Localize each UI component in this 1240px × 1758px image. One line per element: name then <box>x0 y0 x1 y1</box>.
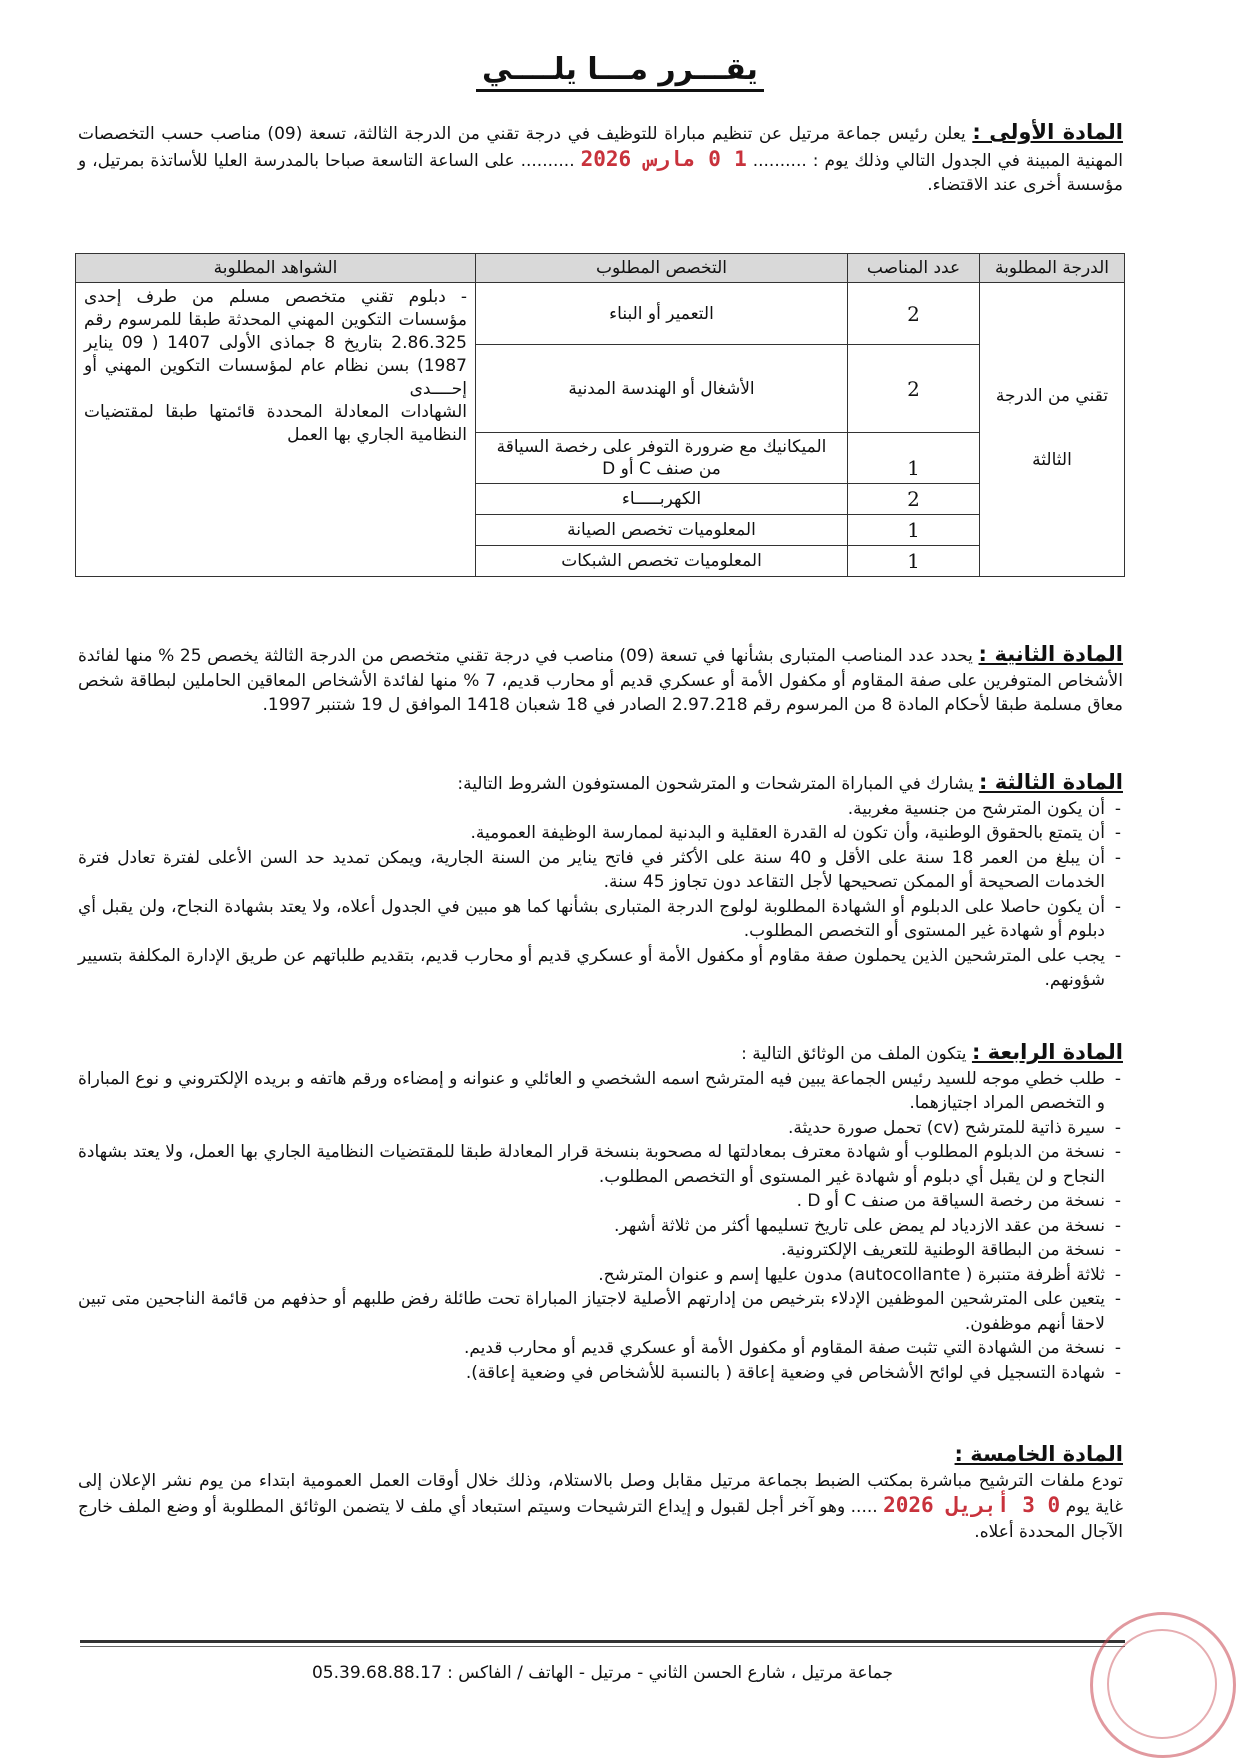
list-item: - أن يبلغ من العمر 18 سنة على الأقل و 40 سنة على الأكثر في فاتح يناير من السنة الجارية، ويمكن تمديد حد السن الأعلى لفترة تعادل فترة الخدمات الصحيحة أو الممكن تصحيحها لأجل التقاعد دون تجاوز 45 سنة. <box>78 846 1123 895</box>
article-2 <box>78 642 1123 718</box>
header-count: عدد المناصب <box>848 254 980 283</box>
specialty-cell: الكهربـــــاء <box>476 484 848 515</box>
list-item: - يجب على المترشحين الذين يحملون صفة مقاوم أو مكفول الأمة أو عسكري قديم أو محارب قديم، بتقديم طلباتهم عن طريق الإدارة المكلفة بتسيير شؤونهم. <box>78 944 1123 993</box>
article-1-heading: المادة الأولى : <box>972 120 1124 144</box>
list-item: - شهادة التسجيل في لوائح الأشخاص في وضعية إعاقة ( بالنسبة للأشخاص في وضعية إعاقة). <box>78 1361 1123 1386</box>
certificates-cell <box>76 283 476 577</box>
list-item: - نسخة من الشهادة التي تثبت صفة المقاوم أو مكفول الأمة أو عسكري قديم أو محارب قديم. <box>78 1336 1123 1361</box>
header-grade: الدرجة المطلوبة <box>980 254 1125 283</box>
header-certificates: الشواهد المطلوبة <box>76 254 476 283</box>
count-cell: 1 <box>848 515 980 546</box>
specialty-cell: المعلوميات تخصص الصيانة <box>476 515 848 546</box>
list-item: - أن يكون المترشح من جنسية مغربية. <box>78 797 1123 822</box>
list-item: - طلب خطي موجه للسيد رئيس الجماعة يبين فيه المترشح اسمه الشخصي و العائلي و عنوانه و إمضاءه ورقم هاتفه و بريده الإلكتروني و نوع المباراة و التخصص المراد اجتيازهما. <box>78 1067 1123 1116</box>
specialty-cell: التعمير أو البناء <box>476 283 848 345</box>
count-cell: 1 <box>848 433 980 484</box>
table-row <box>76 283 1125 345</box>
footer-divider-thin <box>80 1646 1125 1647</box>
article-3-intro: يشارك في المباراة المترشحات و المترشحون المستوفون الشروط التالية: <box>457 774 974 794</box>
list-item: - أن يكون حاصلا على الدبلوم أو الشهادة المطلوبة لولوج الدرجة المتبارى بشأنها كما هو مبين في الجدول أعلاه، ولا يعتد بشهادة النجاح، ولن يقبل أي دبلوم أو شهادة غير المستوى أو التخصص المطلوب. <box>78 895 1123 944</box>
article-2-text: يحدد عدد المناصب المتبارى بشأنها في تسعة (09) مناصب في درجة تقني متخصص من الدرجة الثالثة يخصص 25 % منها لفائدة الأشخاص المتوفرين على صفة المقاوم أو مكفول الأمة أو عسكري قديم أو محارب قديم، 7 % منها لفائدة الأشخاص المعاقين الحاملين لبطاقة شخص معاق مسلمة طبقا لأحكام المادة 8 من المرسوم رقم 2.97.218 الصادر في 18 شعبان 1418 الموافق ل 19 شتنبر 1997. <box>78 646 1123 715</box>
count-cell: 2 <box>848 484 980 515</box>
table-header-row <box>76 254 1125 283</box>
specialty-cell: الأشغال أو الهندسة المدنية <box>476 345 848 433</box>
list-item: - نسخة من البطاقة الوطنية للتعريف الإلكترونية. <box>78 1238 1123 1263</box>
article-5-text-b: ..... وهو آخر أجل لقبول و إيداع الترشيحات وسيتم استبعاد أي ملف لا يتضمن الوثائق المطلوبة أو وضع الملف خارج الآجال المحددة أعلاه. <box>78 1497 1123 1542</box>
seal-inner-ring <box>1107 1629 1217 1739</box>
count-cell: 1 <box>848 546 980 577</box>
article-2-heading: المادة الثانية : <box>978 642 1124 666</box>
list-item: - ثلاثة أظرفة متنبرة ( autocollante) مدون عليها إسم و عنوان المترشح. <box>78 1263 1123 1288</box>
article-5-heading: المادة الخامسة : <box>954 1442 1123 1466</box>
date-stamp-deadline: 0 3 أبريل 2026 <box>883 1493 1061 1517</box>
article-1-text-b: على الساعة التاسعة صباحا بالمدرسة العليا للأساتذة بمرتيل، و مؤسسة أخرى عند الاقتضاء. <box>78 150 1123 195</box>
article-3 <box>78 770 1123 993</box>
grade-cell: تقني من الدرجة الثالثة <box>980 283 1125 577</box>
page-title: يقـــرر مـــا يلــــي <box>0 52 1240 87</box>
article-3-heading: المادة الثالثة : <box>979 770 1123 794</box>
list-item: - يتعين على المترشحين الموظفين الإدلاء بترخيص من إدارتهم الأصلية لاجتياز المباراة تحت طائلة رفض طلبهم أو حذفهم من قائمة الناجحين متى تبين لاحقا أنهم موظفون. <box>78 1287 1123 1336</box>
positions-table <box>75 253 1125 577</box>
article-4-intro: يتكون الملف من الوثائق التالية : <box>741 1044 967 1064</box>
documents-list <box>78 1067 1123 1386</box>
header-specialty: التخصص المطلوب <box>476 254 848 283</box>
footer-divider <box>80 1640 1125 1643</box>
list-item: - سيرة ذاتية للمترشح (cv) تحمل صورة حديثة. <box>78 1116 1123 1141</box>
official-seal-icon <box>1090 1612 1236 1758</box>
article-1-text-a: يعلن رئيس جماعة مرتيل عن تنظيم مباراة للتوظيف في درجة تقني من الدرجة الثالثة، تسعة (09) مناصب حسب التخصصات المهنية المبينة في الجدول التالي وذلك يوم : <box>78 124 1124 171</box>
footer-address: جماعة مرتيل ، شارع الحسن الثاني - مرتيل - الهاتف / الفاكس : 05.39.68.88.17 <box>311 1663 894 1683</box>
specialty-cell: المعلوميات تخصص الشبكات <box>476 546 848 577</box>
conditions-list <box>78 797 1123 993</box>
article-5-text-a: تودع ملفات الترشيح مباشرة بمكتب الضبط بجماعة مرتيل مقابل وصل بالاستلام، وذلك خلال أوقات العمل العمومية ابتداء من يوم نشر الإعلان إلى غاية يوم <box>78 1470 1123 1517</box>
article-4 <box>78 1040 1123 1385</box>
list-item: - نسخة من رخصة السياقة من صنف C أو D . <box>78 1189 1123 1214</box>
list-item: - أن يتمتع بالحقوق الوطنية، وأن تكون له القدرة العقلية و البدنية لممارسة الوظيفة العمومية. <box>78 821 1123 846</box>
specialty-cell: الميكانيك مع ضرورة التوفر على رخصة السياقة من صنف C أو D <box>476 433 848 484</box>
date-stamp-exam: 1 0 مارس 2026 <box>580 146 747 171</box>
certificates-text-1: - دبلوم تقني متخصص مسلم من طرف إحدى مؤسسات التكوين المهني المحدثة طبقا للمرسوم رقم 2.86.325 بتاريخ 8 جماذى الأولى 1407 ( 09 يناير 1987) بسن نظام عام لمؤسسات التكوين المهني أو إحــــدى <box>84 287 467 399</box>
article-1 <box>78 120 1123 198</box>
count-cell: 2 <box>848 283 980 345</box>
article-1-dots-a: .......... <box>752 150 807 171</box>
list-item: - نسخة من عقد الازدياد لم يمض على تاريخ تسليمها أكثر من ثلاثة أشهر. <box>78 1214 1123 1239</box>
article-4-heading: المادة الرابعة : <box>971 1040 1123 1064</box>
count-cell: 2 <box>848 345 980 433</box>
article-1-dots-b: .......... <box>520 150 575 171</box>
list-item: - نسخة من الدبلوم المطلوب أو شهادة معترف بمعادلتها له مصحوبة بنسخة قرار المعادلة طبقا للمقتضيات النظامية الجاري بها العمل، ولا يعتد بشهادة النجاح و لن يقبل أي دبلوم أو شهادة غير المستوى أو التخصص المطلوب. <box>78 1140 1123 1189</box>
article-5 <box>78 1442 1123 1544</box>
certificates-text-2: الشهادات المعادلة المحددة قائمتها طبقا لمقتضيات النظامية الجاري بها العمل <box>84 402 467 445</box>
